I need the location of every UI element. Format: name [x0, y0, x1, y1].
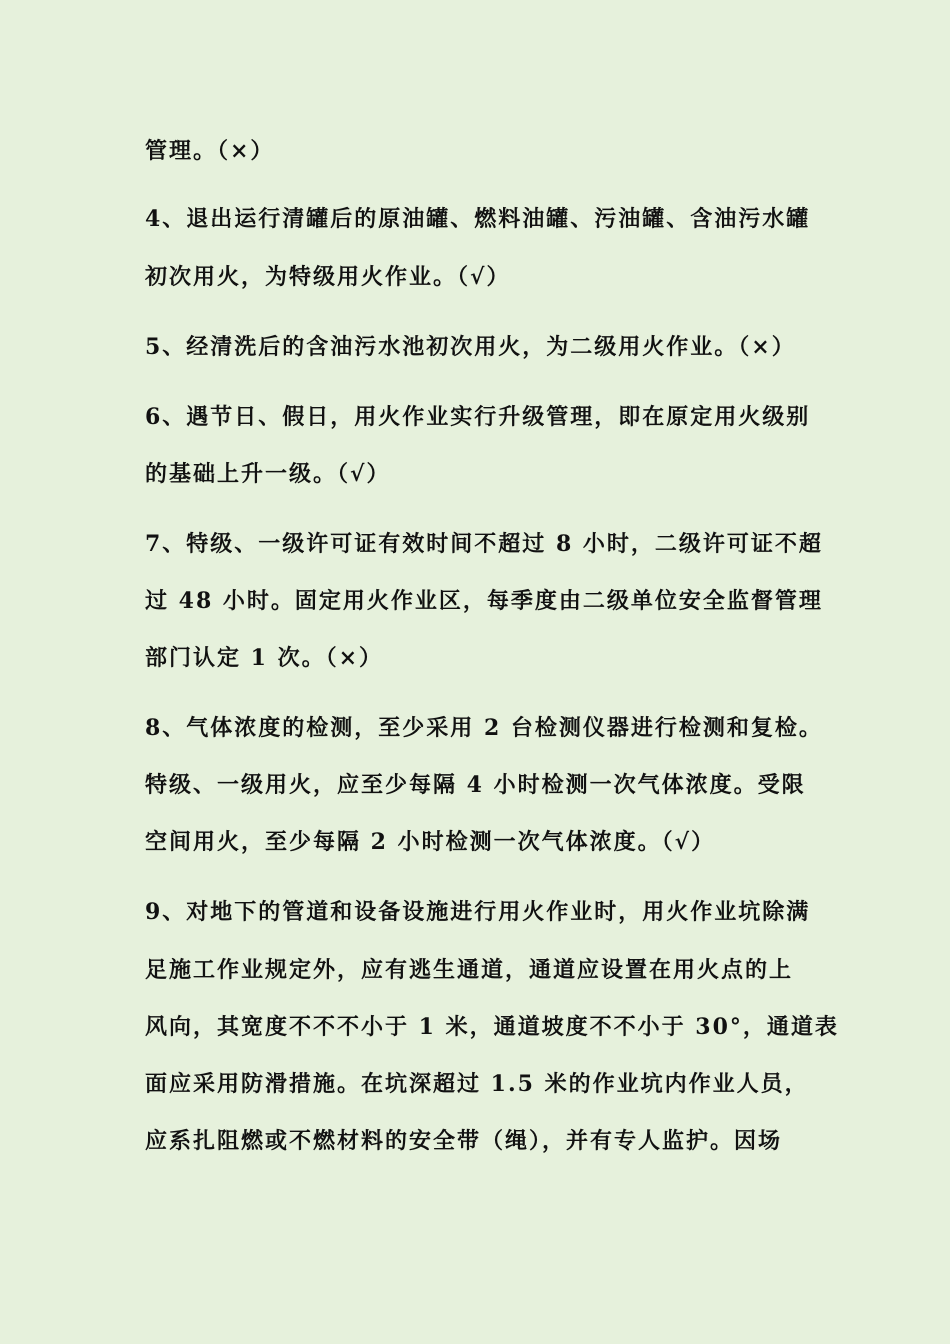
text-line: 8、气体浓度的检测，至少采用 2 台检测仪器进行检测和复检。	[145, 715, 823, 741]
text-line: 空间用火，至少每隔 2 小时检测一次气体浓度。（√）	[145, 829, 716, 855]
text-line: 初次用火，为特级用火作业。（√）	[145, 264, 511, 290]
text-line: 面应采用防滑措施。在坑深超过 1.5 米的作业坑内作业人员，	[145, 1071, 809, 1097]
text-line: 过 48 小时。固定用火作业区，每季度由二级单位安全监督管理	[145, 588, 823, 614]
text-line: 特级、一级用火，应至少每隔 4 小时检测一次气体浓度。受限	[145, 772, 806, 798]
text-line: 风向，其宽度不不不小于 1 米，通道坡度不不小于 30°，通道表	[145, 1014, 839, 1040]
text-line: 7、特级、一级许可证有效时间不超过 8 小时，二级许可证不超	[145, 531, 823, 557]
text-line: 的基础上升一级。（√）	[145, 461, 391, 487]
text-line: 足施工作业规定外，应有逃生通道，通道应设置在用火点的上	[145, 957, 794, 983]
text-line: 管理。（×）	[145, 138, 275, 164]
text-line: 部门认定 1 次。（×）	[145, 645, 384, 671]
text-line: 5、经清洗后的含油污水池初次用火，为二级用火作业。（×）	[145, 334, 796, 360]
text-line: 6、遇节日、假日，用火作业实行升级管理，即在原定用火级别	[145, 404, 811, 430]
text-line: 9、对地下的管道和设备设施进行用火作业时，用火作业坑除满	[145, 899, 811, 925]
text-line: 4、退出运行清罐后的原油罐、燃料油罐、污油罐、含油污水罐	[145, 206, 811, 232]
text-line: 应系扎阻燃或不燃材料的安全带（绳），并有专人监护。因场	[145, 1128, 783, 1154]
